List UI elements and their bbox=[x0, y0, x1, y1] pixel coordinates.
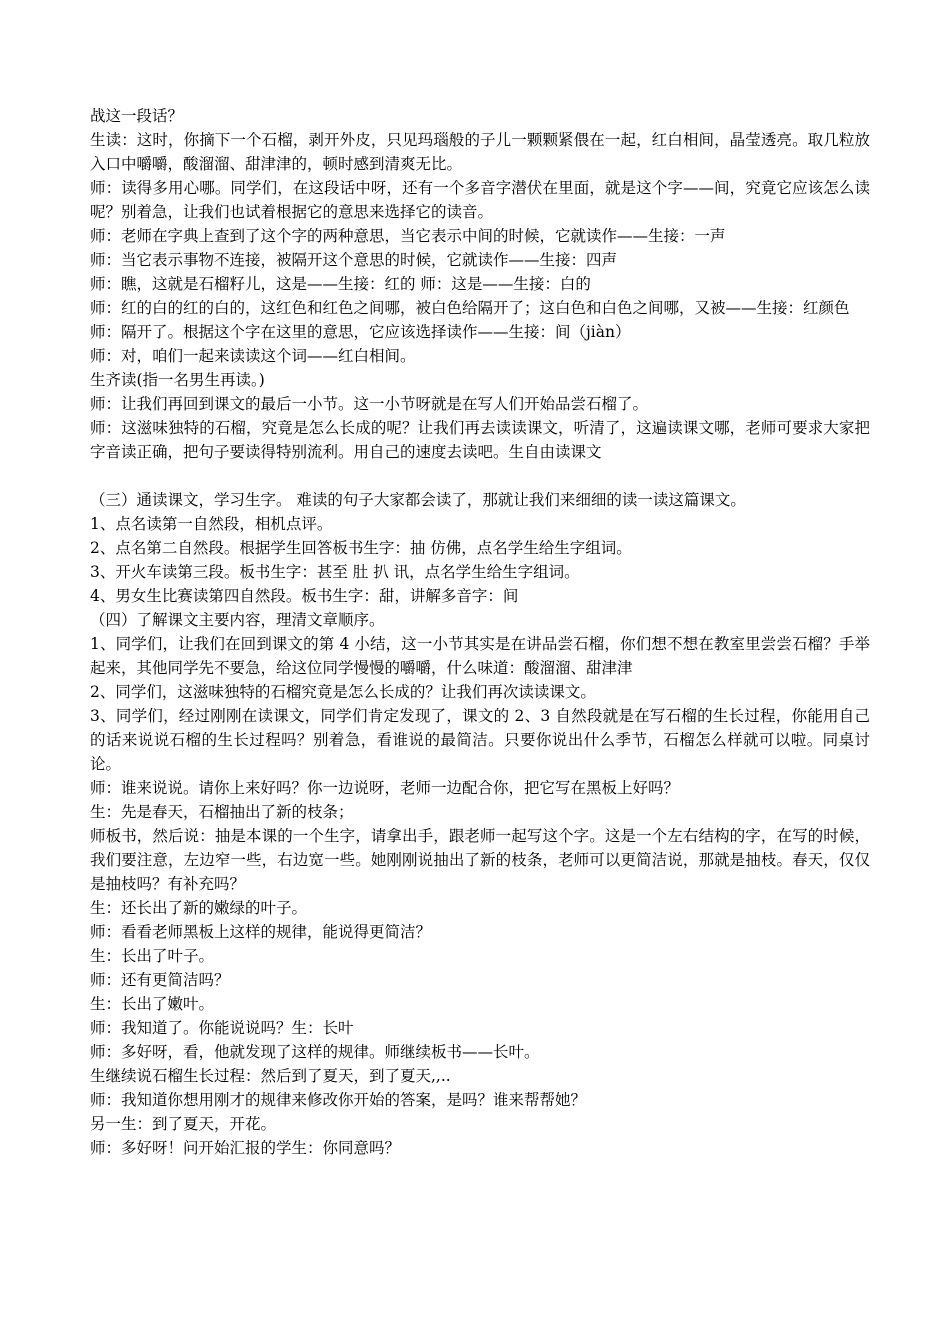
paragraph: 师：这滋味独特的石榴，究竟是怎么长成的呢？让我们再去读读课文，听清了，这遍读课文哪，老师可要求大家把字音读正确，把句子要读得特别流利。用自己的速度去读吧。生自由读课文 bbox=[90, 419, 870, 461]
paragraph: 师：多好呀！问开始汇报的学生：你同意吗？ bbox=[90, 1139, 401, 1157]
paragraph: 师：让我们再回到课文的最后一小节。这一小节呀就是在写人们开始品尝石榴了。 bbox=[90, 395, 649, 413]
paragraph: 战这一段话？ bbox=[90, 107, 184, 125]
paragraph: 师：多好呀，看，他就发现了这样的规律。师继续板书——长叶。 bbox=[90, 1043, 540, 1061]
paragraph: 生：还长出了新的嫩绿的叶子。 bbox=[90, 899, 308, 917]
paragraph: 生：先是春天，石榴抽出了新的枝条； bbox=[90, 803, 354, 821]
document-page bbox=[90, 104, 870, 1160]
list-item: 3、同学们，经过刚刚在读课文，同学们肯定发现了，课文的 2、3 自然段就是在写石榴的生长过程，你能用自己的话来说说石榴的生长过程吗？别着急，看谁说的最简洁。只要你说出什么季节，石榴怎么样就可以啦。同桌讨论。 bbox=[90, 707, 870, 773]
blank-line bbox=[90, 464, 870, 488]
paragraph: 师：我知道了。你能说说吗？生：长叶 bbox=[90, 1019, 354, 1037]
paragraph: 生：长出了嫩叶。 bbox=[90, 995, 215, 1013]
list-item: 1、点名读第一自然段，相机点评。 bbox=[90, 515, 333, 533]
paragraph: 师：瞧，这就是石榴籽儿，这是——生接：红的 师：这是——生接：白的 bbox=[90, 275, 591, 293]
paragraph: 师：当它表示事物不连接，被隔开这个意思的时候，它就读作——生接：四声 bbox=[90, 251, 618, 269]
list-item: 2、同学们，这滋味独特的石榴究竟是怎么长成的？让我们再次读读课文。 bbox=[90, 683, 596, 701]
paragraph: 生继续说石榴生长过程：然后到了夏天，到了夏天,,.. bbox=[90, 1067, 451, 1085]
paragraph: 师：还有更简洁吗？ bbox=[90, 971, 230, 989]
section-heading: （四）了解课文主要内容，理清文章顺序。 bbox=[90, 611, 385, 629]
list-item: 4、男女生比赛读第四自然段。板书生字：甜，讲解多音字：间 bbox=[90, 587, 519, 605]
paragraph: 生齐读(指一名男生再读。) bbox=[90, 371, 265, 389]
list-item: 2、点名第二自然段。根据学生回答板书生字：抽 仿佛，点名学生给生字组词。 bbox=[90, 539, 632, 557]
section-heading: （三）通读课文，学习生字。 难读的句子大家都会读了，那就让我们来细细的读一读这篇课文。 bbox=[90, 491, 746, 509]
paragraph: 师：老师在字典上查到了这个字的两种意思，当它表示中间的时候，它就读作——生接：一声 bbox=[90, 227, 726, 245]
paragraph: 生：长出了叶子。 bbox=[90, 947, 215, 965]
paragraph: 师：读得多用心哪。同学们，在这段话中呀，还有一个多音字潜伏在里面，就是这个字——间，究竟它应该怎么读呢？别着急，让我们也试着根据它的意思来选择它的读音。 bbox=[90, 179, 870, 221]
paragraph: 师：隔开了。根据这个字在这里的意思，它应该选择读作——生接：间（jiàn） bbox=[90, 323, 631, 341]
paragraph: 另一生：到了夏天，开花。 bbox=[90, 1115, 277, 1133]
paragraph: 生读：这时，你摘下一个石榴，剥开外皮，只见玛瑙般的子儿一颗颗紧偎在一起，红白相间，晶莹透亮。取几粒放入口中嚼嚼，酸溜溜、甜津津的，顿时感到清爽无比。 bbox=[90, 131, 870, 173]
paragraph: 师板书，然后说：抽是本课的一个生字，请拿出手，跟老师一起写这个字。这是一个左右结构的字，在写的时候，我们要注意，左边窄一些，右边宽一些。她刚刚说抽出了新的枝条，老师可以更简洁说，那就是抽枝。春天，仅仅是抽枝吗？有补充吗？ bbox=[90, 827, 870, 893]
paragraph: 师：红的白的红的白的，这红色和红色之间哪，被白色给隔开了；这白色和白色之间哪，又被——生接：红颜色 bbox=[90, 299, 850, 317]
paragraph: 师：谁来说说。请你上来好吗？你一边说呀，老师一边配合你，把它写在黑板上好吗？ bbox=[90, 779, 680, 797]
paragraph: 师：我知道你想用刚才的规律来修改你开始的答案，是吗？谁来帮帮她？ bbox=[90, 1091, 587, 1109]
list-item: 1、同学们，让我们在回到课文的第 4 小结，这一小节其实是在讲品尝石榴，你们想不想在教室里尝尝石榴？手举起来，其他同学先不要急，给这位同学慢慢的嚼嚼，什么味道：酸溜溜、甜津津 bbox=[90, 635, 870, 677]
list-item: 3、开火车读第三段。板书生字：甚至 肚 扒 讯，点名学生给生字组词。 bbox=[90, 563, 580, 581]
paragraph: 师：对，咱们一起来读读这个词——红白相间。 bbox=[90, 347, 416, 365]
paragraph: 师：看看老师黑板上这样的规律，能说得更简洁？ bbox=[90, 923, 432, 941]
